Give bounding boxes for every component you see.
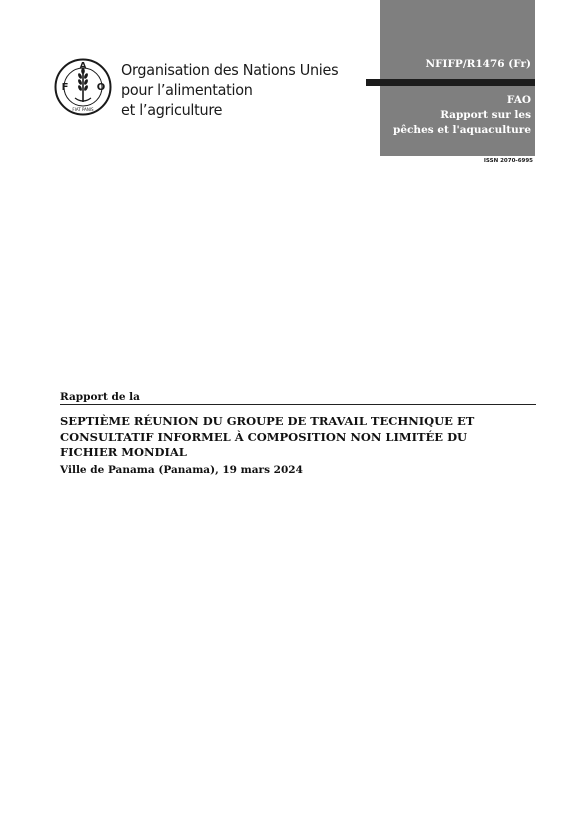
series-line-2: Rapport sur les <box>440 109 531 121</box>
organization-name <box>121 60 338 120</box>
title-line-1: SEPTIÈME RÉUNION DU GROUPE DE TRAVAIL TECHNIQUE ET <box>60 414 475 428</box>
title-rule <box>60 404 536 405</box>
report-title <box>60 414 536 461</box>
logo-letter-f: F <box>61 82 69 93</box>
series-line-1: FAO <box>506 94 531 106</box>
fao-emblem-icon <box>53 58 113 116</box>
series-name <box>393 93 531 138</box>
title-line-3: FICHIER MONDIAL <box>60 445 187 459</box>
org-name-line-1: Organisation des Nations Unies <box>121 61 339 79</box>
logo-letter-o: O <box>96 82 106 93</box>
logo-letter-a: A <box>79 61 87 72</box>
issn-number: ISSN 2070-6995 <box>483 158 533 164</box>
title-line-2: CONSULTATIF INFORMEL À COMPOSITION NON LIMITÉE DU <box>60 429 468 444</box>
org-name-line-2: pour l’alimentation <box>121 81 253 99</box>
document-code: NFIFP/R1476 (Fr) <box>425 58 531 70</box>
logo-motto: FIAT PANIS <box>72 107 94 112</box>
series-divider-bar <box>366 79 535 86</box>
org-name-line-3: et l’agriculture <box>121 101 223 119</box>
place-and-date: Ville de Panama (Panama), 19 mars 2024 <box>60 464 303 476</box>
report-intro: Rapport de la <box>60 391 140 403</box>
series-line-3: pêches et l'aquaculture <box>393 124 531 136</box>
